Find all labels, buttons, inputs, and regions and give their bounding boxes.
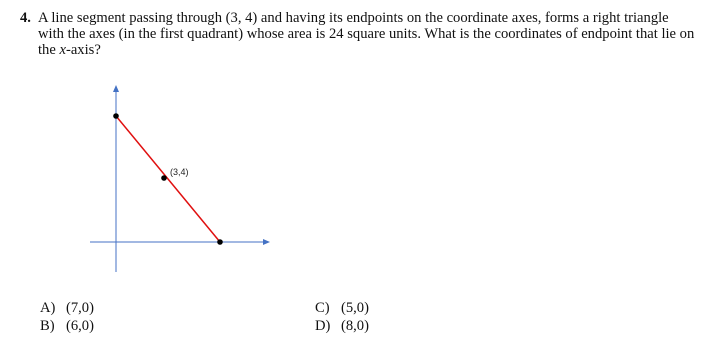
choice-a[interactable] [40, 300, 94, 316]
question-number: 4. [20, 10, 31, 26]
choice-b[interactable] [40, 318, 94, 334]
choice-d-letter: D) [315, 318, 331, 334]
point-3-4 [161, 175, 167, 181]
choice-d[interactable] [315, 318, 369, 334]
x-intercept-point [217, 239, 223, 245]
y-axis-arrow [113, 85, 119, 92]
question-text-end: -axis? [65, 42, 101, 58]
y-intercept-point [113, 113, 119, 119]
question-text-main: A line segment passing through (3, 4) and having its endpoints on the coordinate axes, forms a right triangle with the axes (in the first quadrant) whose area is 24 square units. What is the coordinates of endpoint that lie on the [38, 10, 695, 58]
choice-a-letter: A) [40, 300, 56, 316]
choice-b-value: (6,0) [66, 318, 94, 334]
line-segment [116, 116, 220, 242]
question-variable: x [59, 42, 66, 58]
point-label: (3,4) [170, 167, 189, 177]
choice-c[interactable] [315, 300, 369, 316]
choice-d-value: (8,0) [341, 318, 369, 334]
x-axis-arrow [263, 239, 270, 245]
choice-c-value: (5,0) [341, 300, 369, 316]
choice-b-letter: B) [40, 318, 55, 334]
choice-a-value: (7,0) [66, 300, 94, 316]
choice-c-letter: C) [315, 300, 330, 316]
